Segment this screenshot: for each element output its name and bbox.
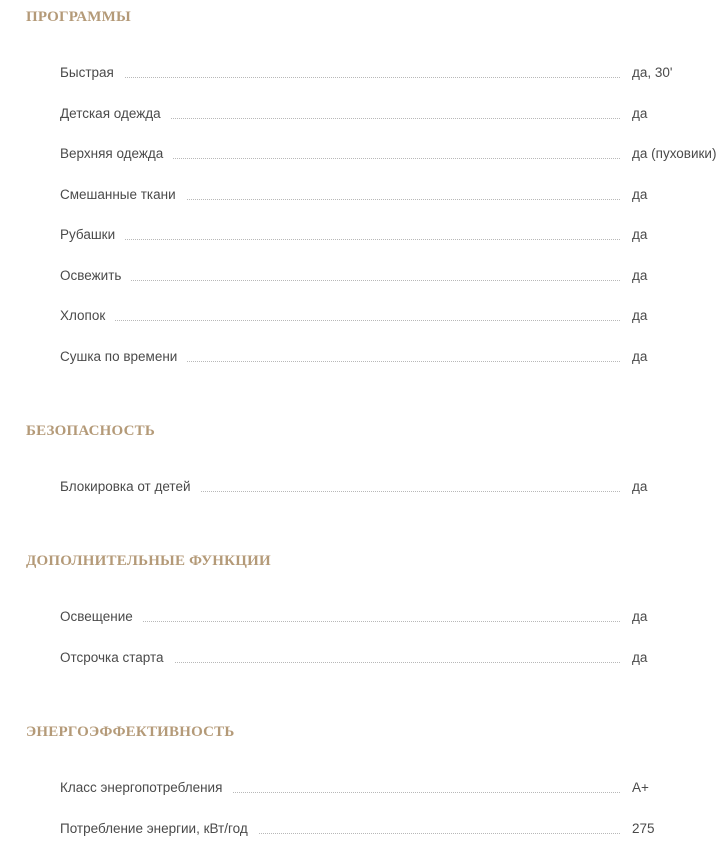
spec-row-lighting bbox=[60, 607, 725, 627]
spec-label: Детская одежда bbox=[60, 104, 171, 124]
spec-label: Верхняя одежда bbox=[60, 144, 173, 164]
spec-row-delay-start bbox=[60, 648, 725, 668]
spec-row-shirts bbox=[60, 225, 725, 245]
spec-row-timed-dry bbox=[60, 347, 725, 367]
spec-value: да, 30' bbox=[632, 65, 673, 80]
spec-label: Освещение bbox=[60, 607, 143, 627]
dotted-leader bbox=[60, 320, 620, 321]
spec-row-kids-clothes bbox=[60, 104, 725, 124]
spec-value: да bbox=[632, 308, 648, 323]
spec-value: да bbox=[632, 187, 648, 202]
spec-value: 275 bbox=[632, 821, 655, 836]
spec-value: да (пуховики) bbox=[632, 146, 717, 161]
spec-value: да bbox=[632, 650, 648, 665]
spec-row-mixed-fabrics bbox=[60, 185, 725, 205]
spec-label: Отсрочка старта bbox=[60, 648, 174, 668]
spec-label: Смешанные ткани bbox=[60, 185, 186, 205]
spec-value: да bbox=[632, 349, 648, 364]
spec-label: Класс энергопотребления bbox=[60, 778, 232, 798]
spec-value: да bbox=[632, 268, 648, 283]
spec-value: A+ bbox=[632, 780, 649, 795]
spec-row-energy-consumption bbox=[60, 819, 725, 839]
dotted-leader bbox=[60, 77, 620, 78]
spec-row-cotton bbox=[60, 306, 725, 326]
spec-label: Потребление энергии, кВт/год bbox=[60, 819, 258, 839]
spec-label: Освежить bbox=[60, 266, 131, 286]
spec-value: да bbox=[632, 227, 648, 242]
spec-label: Хлопок bbox=[60, 306, 115, 326]
section-title-safety: БЕЗОПАСНОСТЬ bbox=[26, 423, 155, 439]
spec-label: Сушка по времени bbox=[60, 347, 187, 367]
spec-label: Рубашки bbox=[60, 225, 125, 245]
spec-row-refresh bbox=[60, 266, 725, 286]
dotted-leader bbox=[60, 621, 620, 622]
spec-value: да bbox=[632, 106, 648, 121]
dotted-leader bbox=[60, 239, 620, 240]
spec-label: Блокировка от детей bbox=[60, 477, 201, 497]
spec-row-child-lock bbox=[60, 477, 725, 497]
spec-label: Быстрая bbox=[60, 63, 124, 83]
spec-row-quick bbox=[60, 63, 725, 83]
section-title-extra-features: ДОПОЛНИТЕЛЬНЫЕ ФУНКЦИИ bbox=[26, 553, 271, 569]
section-title-programs: ПРОГРАММЫ bbox=[26, 9, 131, 25]
section-title-energy-efficiency: ЭНЕРГОЭФФЕКТИВНОСТЬ bbox=[26, 724, 235, 740]
spec-value: да bbox=[632, 609, 648, 624]
spec-value: да bbox=[632, 479, 648, 494]
spec-row-outerwear bbox=[60, 144, 725, 164]
spec-row-energy-class bbox=[60, 778, 725, 798]
dotted-leader bbox=[60, 280, 620, 281]
